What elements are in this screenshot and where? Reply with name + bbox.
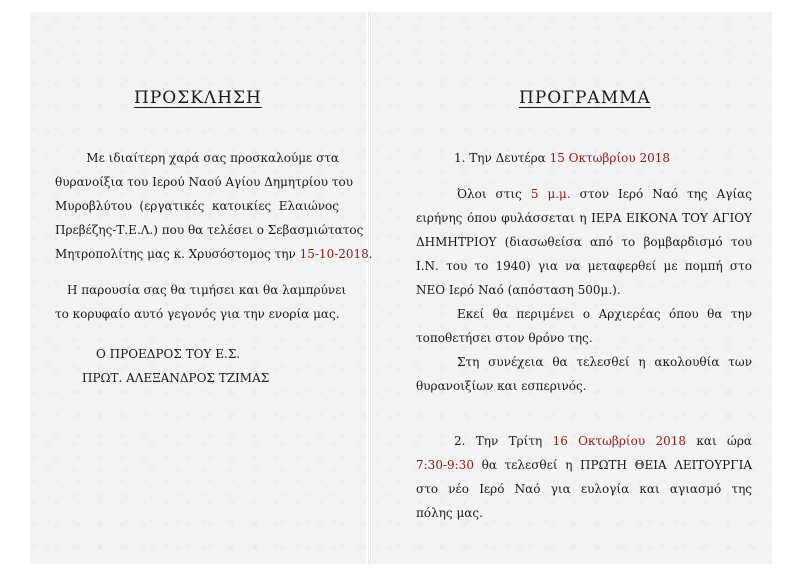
invitation-text-line: Πρεβέζης-Τ.Ε.Λ.) που θα τελέσει ο Σεβασμιώτατος (55, 223, 364, 237)
program-text-line: τοποθετήσει στον θρόνο της. (416, 331, 593, 345)
invitation-text-line: Με ιδιαίτερη χαρά σας προσκαλούμε στα (86, 151, 339, 165)
program-item-2-heading (454, 433, 752, 449)
invitation-text-line: Μυροβλύτου (εργατικές κατοικίες Ελαιώνος (55, 199, 339, 213)
invitation-text-span: . (368, 247, 373, 261)
program-text-line: Στη συνέχεια θα τελεσθεί η ακολουθία των (457, 355, 752, 369)
signature-role: Ο ΠΡΟΕΔΡΟΣ ΤΟΥ Ε.Σ. (96, 347, 241, 361)
program-text-span: 2. Την Τρίτη (454, 434, 553, 448)
program-text-line: ΝΕΟ Ιερό Ναό (απόσταση 500μ.). (416, 283, 621, 297)
presence-text-line: Η παρουσία σας θα τιμήσει και θα λαμπρύνει (67, 283, 347, 297)
program-text-line (457, 186, 752, 202)
invitation-title: ΠΡΟΣΚΛΗΣΗ (134, 88, 262, 108)
program-text-line: Εκεί θα περιμένει ο Αρχιερέας όπου θα την (457, 307, 752, 321)
program-text-span: και ώρα (686, 434, 752, 448)
program-text-span: Όλοι στις (457, 187, 531, 201)
program-item-2-date: 16 Οκτωβρίου 2018 (552, 434, 687, 448)
program-text-line: θυρανοιξίων και εσπερινός. (416, 379, 587, 393)
program-text-line: ΔΗΜΗΤΡΙΟΥ (διασωθείσα από το βομβαρδισμό του (416, 235, 752, 249)
program-text-line: στο νέο Ιερό Ναό για ευλογία και αγιασμό της (416, 482, 752, 496)
program-text-line: ειρήνης όπου φυλάσσεται η ΙΕΡΑ ΕΙΚΟΝΑ ΤΟΥ ΑΓΙΟΥ (416, 211, 752, 225)
program-text-span: θα τελεσθεί η ΠΡΩΤΗ ΘΕΙΑ ΛΕΙΤΟΥΡΓΙΑ (473, 458, 752, 472)
program-text-span: 1. Την Δευτέρα (454, 151, 550, 165)
program-text-span: στον Ιερό Ναό της Αγίας (570, 187, 752, 201)
fold-line (368, 12, 371, 564)
program-text-line (416, 457, 752, 473)
ceremony-date: 15-10-2018 (299, 247, 369, 261)
presence-text-line: το κορυφαίο αυτό γεγονός για την ενορία μας. (55, 307, 340, 321)
program-text-line: πόλης μας. (416, 506, 483, 520)
program-item-1-date: 15 Οκτωβρίου 2018 (549, 151, 670, 165)
program-item-1-heading (454, 150, 670, 166)
invitation-text-span: Μητροπολίτης μας κ. Χρυσόστομος την (55, 247, 300, 261)
invitation-text-line: θυρανοίξια του Ιερού Ναού Αγίου Δημητρίου του (55, 175, 354, 189)
invitation-text-line (55, 246, 373, 262)
program-item-1-time: 5 μ.μ. (530, 187, 571, 201)
signature-name: ΠΡΩΤ. ΑΛΕΞΑΝΔΡΟΣ ΤΖΙΜΑΣ (82, 371, 270, 385)
program-item-2-time: 7:30-9:30 (416, 458, 474, 472)
program-text-line: Ι.Ν. του το 1940) για να μεταφερθεί με πομπή στο (416, 259, 752, 273)
program-title: ΠΡΟΓΡΑΜΜΑ (519, 88, 651, 108)
